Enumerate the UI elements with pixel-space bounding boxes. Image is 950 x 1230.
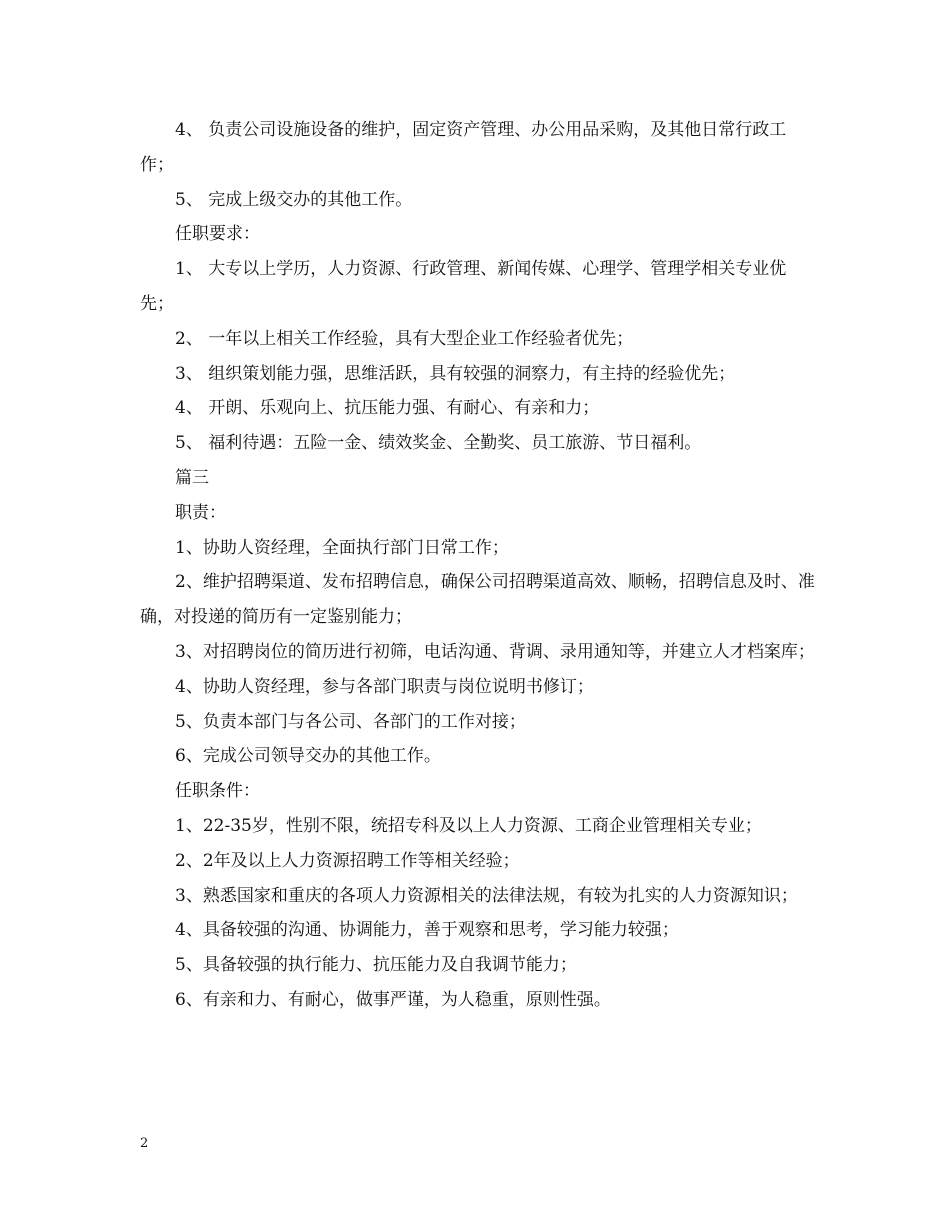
paragraph: 4、协助人资经理，参与各部门职责与岗位说明书修订； [175, 676, 594, 697]
paragraph: 3、对招聘岗位的简历进行初筛，电话沟通、背调、录用通知等，并建立人才档案库； [175, 641, 815, 662]
page-number: 2 [140, 1136, 149, 1151]
section-heading: 职责： [175, 502, 226, 523]
paragraph: 6、完成公司领导交办的其他工作。 [175, 746, 441, 767]
section-heading: 篇三 [175, 467, 209, 488]
paragraph: 2、维护招聘渠道、发布招聘信息，确保公司招聘渠道高效、顺畅，招聘信息及时、准确，对投递的简历有一定鉴别能力； [140, 572, 815, 628]
document-body [140, 113, 820, 1018]
paragraph: 5、负责本部门与各公司、各部门的工作对接； [175, 711, 526, 732]
paragraph: 2、 一年以上相关工作经验，具有大型企业工作经验者优先； [175, 328, 634, 349]
paragraph: 1、 大专以上学历，人力资源、行政管理、新闻传媒、心理学、管理学相关专业优先； [140, 259, 787, 314]
paragraph: 4、具备较强的沟通、协调能力，善于观察和思考，学习能力较强； [175, 920, 679, 941]
paragraph: 4、 负责公司设施设备的维护，固定资产管理、办公用品采购，及其他日常行政工作； [140, 120, 787, 175]
paragraph: 5、 福利待遇：五险一金、绩效奖金、全勤奖、员工旅游、节日福利。 [175, 433, 702, 454]
paragraph: 5、具备较强的执行能力、抗压能力及自我调节能力； [175, 955, 577, 976]
paragraph: 1、22-35岁，性别不限，统招专科及以上人力资源、工商企业管理相关专业； [175, 815, 762, 836]
paragraph: 4、 开朗、乐观向上、抗压能力强、有耐心、有亲和力； [175, 398, 600, 419]
paragraph: 5、 完成上级交办的其他工作。 [175, 189, 413, 210]
paragraph: 3、 组织策划能力强，思维活跃，具有较强的洞察力，有主持的经验优先； [175, 363, 736, 384]
paragraph: 2、2年及以上人力资源招聘工作等相关经验； [175, 850, 520, 871]
section-heading: 任职要求： [175, 224, 260, 245]
paragraph: 1、协助人资经理，全面执行部门日常工作； [175, 537, 509, 558]
paragraph: 6、有亲和力、有耐心，做事严谨，为人稳重，原则性强。 [175, 989, 611, 1010]
paragraph: 3、熟悉国家和重庆的各项人力资源相关的法律法规，有较为扎实的人力资源知识； [175, 885, 798, 906]
section-heading: 任职条件： [175, 781, 260, 802]
